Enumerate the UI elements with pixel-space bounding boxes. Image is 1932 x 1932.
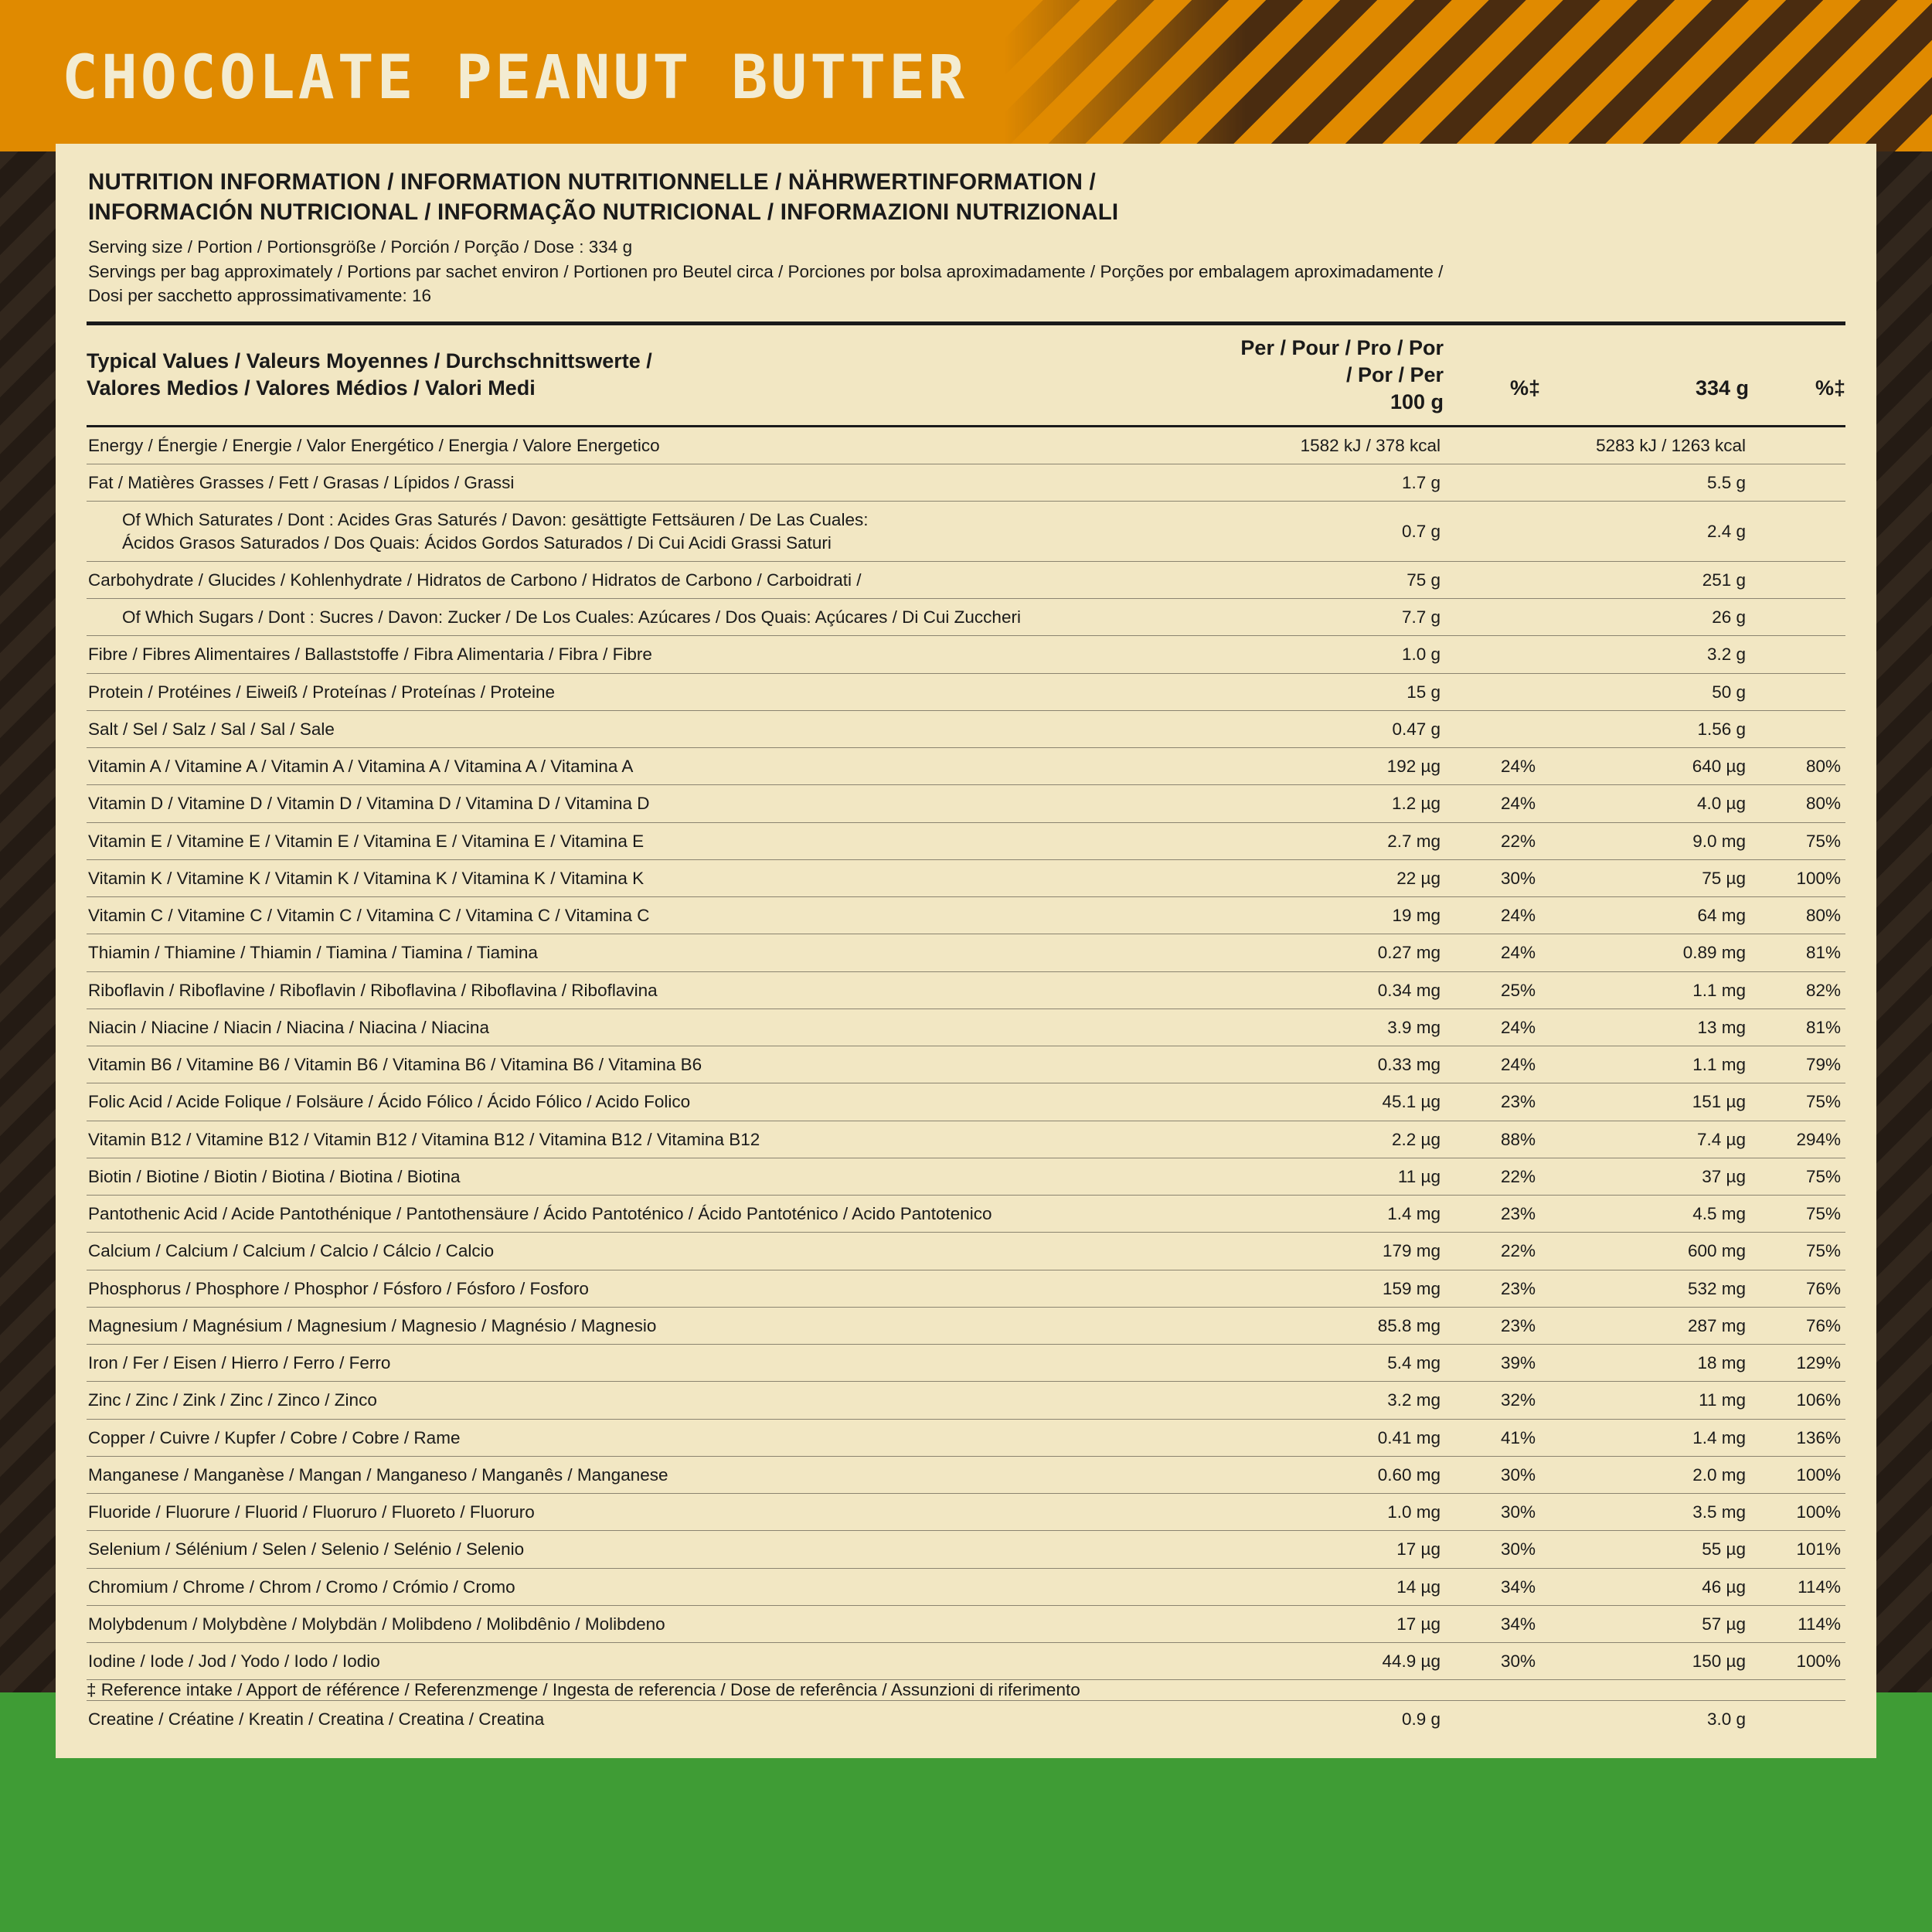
row-label: Iron / Fer / Eisen / Hierro / Ferro / Ferro <box>87 1345 1235 1382</box>
row-percent-100g <box>1444 561 1540 598</box>
row-value-100g: 2.7 mg <box>1235 822 1444 859</box>
row-label: Protein / Protéines / Eiweiß / Proteínas / Proteínas / Proteine <box>87 673 1235 710</box>
row-value-100g: 1.7 g <box>1235 464 1444 502</box>
column-header-percent-100g <box>1444 323 1540 426</box>
row-value-334g: 3.0 g <box>1706 1709 1746 1730</box>
row-label: Zinc / Zinc / Zink / Zinc / Zinco / Zinco <box>87 1382 1235 1419</box>
row-percent-334g: 106% <box>1749 1382 1845 1419</box>
row-percent-334g: 75% <box>1749 1233 1845 1270</box>
row-percent-334g: 80% <box>1749 785 1845 822</box>
row-value-334g: 18 mg <box>1540 1345 1749 1382</box>
row-value-100g: 11 µg <box>1235 1158 1444 1195</box>
table-row <box>87 1158 1845 1195</box>
row-value-100g: 1.0 g <box>1235 636 1444 673</box>
panel-heading-line-1: NUTRITION INFORMATION / INFORMATION NUTRITIONNELLE / NÄHRWERTINFORMATION / <box>88 169 1096 195</box>
row-percent-100g: 24% <box>1444 897 1540 934</box>
row-percent-100g: 24% <box>1444 785 1540 822</box>
table-row <box>87 426 1845 464</box>
row-percent-100g: 34% <box>1444 1605 1540 1642</box>
row-label: Energy / Énergie / Energie / Valor Energético / Energia / Valore Energetico <box>87 426 1235 464</box>
row-percent-100g <box>1444 464 1540 502</box>
row-value-334g: 55 µg <box>1540 1531 1749 1568</box>
row-value-334g: 50 g <box>1540 673 1749 710</box>
per-100g-label: 100 g <box>1389 389 1444 413</box>
row-value-334g: 75 µg <box>1540 859 1749 896</box>
per-label: Per / Pour / Pro / Por / Por / Per <box>1240 335 1444 386</box>
table-row <box>87 1382 1845 1419</box>
row-value-100g: 85.8 mg <box>1235 1307 1444 1344</box>
row-percent-100g <box>1444 673 1540 710</box>
row-value-100g: 1.4 mg <box>1235 1196 1444 1233</box>
row-value-334g: 11 mg <box>1540 1382 1749 1419</box>
table-row <box>87 1456 1845 1493</box>
table-row <box>87 971 1845 1009</box>
row-value-100g: 0.9 g <box>1401 1709 1440 1730</box>
table-row <box>87 464 1845 502</box>
table-row <box>87 710 1845 747</box>
row-percent-334g: 76% <box>1749 1270 1845 1307</box>
row-value-100g: 1582 kJ / 378 kcal <box>1235 426 1444 464</box>
row-percent-334g: 129% <box>1749 1345 1845 1382</box>
row-value-334g: 57 µg <box>1540 1605 1749 1642</box>
row-value-100g: 15 g <box>1235 673 1444 710</box>
row-percent-334g: 75% <box>1749 1158 1845 1195</box>
servings-per-bag-line-1: Servings per bag approximately / Portions par sachet environ / Portionen pro Beutel circa / Porciones por bolsa aproximadamente / Porções por embalagem aproximadamente / <box>88 261 1444 281</box>
row-value-100g: 192 µg <box>1235 748 1444 785</box>
row-value-334g: 26 g <box>1540 599 1749 636</box>
table-row <box>87 1494 1845 1531</box>
table-header-row <box>87 323 1845 426</box>
nutrition-panel <box>56 144 1876 1758</box>
row-percent-334g <box>1749 1701 1845 1738</box>
row-percent-100g: 30% <box>1444 859 1540 896</box>
row-value-334g: 64 mg <box>1540 897 1749 934</box>
row-percent-334g: 101% <box>1749 1531 1845 1568</box>
row-percent-334g <box>1749 599 1845 636</box>
table-row <box>87 748 1845 785</box>
row-percent-100g: 30% <box>1444 1531 1540 1568</box>
row-percent-100g: 25% <box>1444 971 1540 1009</box>
row-percent-334g: 76% <box>1749 1307 1845 1344</box>
row-percent-100g: 23% <box>1444 1307 1540 1344</box>
table-row <box>87 1121 1845 1158</box>
row-value-334g: 640 µg <box>1540 748 1749 785</box>
table-row <box>87 502 1845 562</box>
row-value-334g: 3.5 mg <box>1540 1494 1749 1531</box>
table-row <box>87 1083 1845 1121</box>
row-value-100g: 44.9 µg <box>1235 1643 1444 1680</box>
row-percent-334g: 79% <box>1749 1046 1845 1083</box>
row-percent-100g <box>1444 599 1540 636</box>
row-percent-334g: 100% <box>1749 1643 1845 1680</box>
servings-per-bag-line-2: Dosi per sacchetto approssimativamente: 16 <box>88 285 431 305</box>
row-percent-334g <box>1749 426 1845 464</box>
serving-size-text: Serving size / Portion / Portionsgröße / Porción / Porção / Dose : 334 g <box>88 237 633 257</box>
typical-values-line-2: Valores Medios / Valores Médios / Valori Medi <box>87 376 536 400</box>
row-percent-100g: 30% <box>1444 1643 1540 1680</box>
row-value-100g: 159 mg <box>1235 1270 1444 1307</box>
row-value-334g: 600 mg <box>1540 1233 1749 1270</box>
row-value-334g: 251 g <box>1540 561 1749 598</box>
row-value-100g: 5.4 mg <box>1235 1345 1444 1382</box>
header-diagonal-stripes <box>1005 0 1932 151</box>
row-percent-334g <box>1749 561 1845 598</box>
row-label: Vitamin K / Vitamine K / Vitamin K / Vitamina K / Vitamina K / Vitamina K <box>87 859 1235 896</box>
table-row <box>87 934 1845 971</box>
table-row <box>87 1307 1845 1344</box>
row-label: Of Which Sugars / Dont : Sucres / Davon: Zucker / De Los Cuales: Azúcares / Dos Quais: Açúcares / Di Cui Zuccheri <box>87 599 1235 636</box>
row-percent-334g: 100% <box>1749 1494 1845 1531</box>
row-label: Vitamin B6 / Vitamine B6 / Vitamin B6 / Vitamina B6 / Vitamina B6 / Vitamina B6 <box>87 1046 1235 1083</box>
row-value-334g: 287 mg <box>1540 1307 1749 1344</box>
table-row <box>87 1531 1845 1568</box>
row-percent-334g: 75% <box>1749 1083 1845 1121</box>
row-value-100g: 0.60 mg <box>1235 1456 1444 1493</box>
row-value-334g: 1.4 mg <box>1540 1419 1749 1456</box>
row-value-334g: 4.0 µg <box>1540 785 1749 822</box>
row-value-334g: 1.1 mg <box>1540 1046 1749 1083</box>
row-value-100g: 3.9 mg <box>1235 1009 1444 1046</box>
row-label: Thiamin / Thiamine / Thiamin / Tiamina / Tiamina / Tiamina <box>87 934 1235 971</box>
row-value-100g: 0.33 mg <box>1235 1046 1444 1083</box>
table-row <box>87 1270 1845 1307</box>
row-label: Carbohydrate / Glucides / Kohlenhydrate / Hidratos de Carbono / Hidratos de Carbono / Carboidrati / <box>87 561 1235 598</box>
row-value-100g: 19 mg <box>1235 897 1444 934</box>
row-percent-334g: 75% <box>1749 822 1845 859</box>
table-row <box>87 1419 1845 1456</box>
row-percent-334g: 136% <box>1749 1419 1845 1456</box>
table-row <box>87 1233 1845 1270</box>
row-value-100g: 7.7 g <box>1235 599 1444 636</box>
percent-334g-label: %‡ <box>1815 376 1845 400</box>
table-row <box>87 1605 1845 1642</box>
row-label: Phosphorus / Phosphore / Phosphor / Fósforo / Fósforo / Fosforo <box>87 1270 1235 1307</box>
row-percent-100g: 32% <box>1444 1382 1540 1419</box>
row-percent-100g <box>1444 636 1540 673</box>
row-percent-334g: 114% <box>1749 1568 1845 1605</box>
row-value-100g: 17 µg <box>1235 1531 1444 1568</box>
row-value-100g: 1.2 µg <box>1235 785 1444 822</box>
row-value-334g: 46 µg <box>1540 1568 1749 1605</box>
row-value-334g: 37 µg <box>1540 1158 1749 1195</box>
row-percent-334g <box>1749 464 1845 502</box>
serving-info <box>88 235 1845 307</box>
row-percent-100g: 30% <box>1444 1456 1540 1493</box>
row-value-100g: 2.2 µg <box>1235 1121 1444 1158</box>
row-label: Vitamin C / Vitamine C / Vitamin C / Vitamina C / Vitamina C / Vitamina C <box>87 897 1235 934</box>
table-row <box>87 1568 1845 1605</box>
table-row <box>87 599 1845 636</box>
column-header-percent-334g <box>1749 323 1845 426</box>
row-label: Creatine / Créatine / Kreatin / Creatina / Creatina / Creatina <box>88 1709 545 1730</box>
row-label: Magnesium / Magnésium / Magnesium / Magnesio / Magnésio / Magnesio <box>87 1307 1235 1344</box>
row-percent-100g: 22% <box>1444 822 1540 859</box>
row-value-100g: 17 µg <box>1235 1605 1444 1642</box>
row-percent-100g: 39% <box>1444 1345 1540 1382</box>
reference-intake-footnote-row <box>87 1680 1845 1701</box>
table-footer-body <box>87 1680 1845 1738</box>
row-value-100g: 22 µg <box>1235 859 1444 896</box>
row-value-100g: 0.34 mg <box>1235 971 1444 1009</box>
row-percent-334g: 81% <box>1749 1009 1845 1046</box>
row-label: Of Which Saturates / Dont : Acides Gras Saturés / Davon: gesättigte Fettsäuren / De Las Cuales: Ácidos Grasos Saturados / Dos Quais: Ácidos Gordos Saturados / Di Cui Acidi Grassi Saturi <box>87 502 1235 562</box>
column-header-typical-values <box>87 323 1235 426</box>
row-value-100g: 1.0 mg <box>1235 1494 1444 1531</box>
row-value-334g: 1.1 mg <box>1540 971 1749 1009</box>
panel-heading-line-2: INFORMACIÓN NUTRICIONAL / INFORMAÇÃO NUTRICIONAL / INFORMAZIONI NUTRIZIONALI <box>88 199 1119 226</box>
row-percent-334g: 80% <box>1749 748 1845 785</box>
row-value-100g: 0.7 g <box>1235 502 1444 562</box>
row-label: Chromium / Chrome / Chrom / Cromo / Crómio / Cromo <box>87 1568 1235 1605</box>
row-label: Vitamin D / Vitamine D / Vitamin D / Vitamina D / Vitamina D / Vitamina D <box>87 785 1235 822</box>
row-percent-100g: 23% <box>1444 1196 1540 1233</box>
row-percent-100g: 24% <box>1444 748 1540 785</box>
row-percent-334g: 100% <box>1749 859 1845 896</box>
row-percent-334g <box>1749 710 1845 747</box>
row-value-100g: 0.41 mg <box>1235 1419 1444 1456</box>
row-percent-100g: 22% <box>1444 1158 1540 1195</box>
row-value-100g: 0.47 g <box>1235 710 1444 747</box>
row-label: Copper / Cuivre / Kupfer / Cobre / Cobre / Rame <box>87 1419 1235 1456</box>
nutrition-table <box>87 321 1845 1738</box>
row-value-100g: 75 g <box>1235 561 1444 598</box>
row-label: Fibre / Fibres Alimentaires / Ballaststoffe / Fibra Alimentaria / Fibra / Fibre <box>87 636 1235 673</box>
table-row <box>87 897 1845 934</box>
table-row <box>87 561 1845 598</box>
row-value-334g: 151 µg <box>1540 1083 1749 1121</box>
row-percent-100g <box>1444 502 1540 562</box>
row-label: Fat / Matières Grasses / Fett / Grasas / Lípidos / Grassi <box>87 464 1235 502</box>
table-row <box>87 1009 1845 1046</box>
row-percent-334g: 80% <box>1749 897 1845 934</box>
typical-values-line-1: Typical Values / Valeurs Moyennes / Durchschnittswerte / <box>87 349 652 373</box>
row-label: Vitamin E / Vitamine E / Vitamin E / Vitamina E / Vitamina E / Vitamina E <box>87 822 1235 859</box>
row-value-100g: 14 µg <box>1235 1568 1444 1605</box>
row-percent-334g: 114% <box>1749 1605 1845 1642</box>
reference-intake-footnote: ‡ Reference intake / Apport de référence / Referenzmenge / Ingesta de referencia / Dose de referência / Assunzioni di riferimento <box>87 1680 1845 1701</box>
row-label: Salt / Sel / Salz / Sal / Sal / Sale <box>87 710 1235 747</box>
row-percent-100g: 34% <box>1444 1568 1540 1605</box>
row-label: Pantothenic Acid / Acide Pantothénique / Pantothensäure / Ácido Pantoténico / Ácido Pantoténico / Acido Pantotenico <box>87 1196 1235 1233</box>
row-percent-334g: 82% <box>1749 971 1845 1009</box>
row-value-100g: 45.1 µg <box>1235 1083 1444 1121</box>
row-label: Folic Acid / Acide Folique / Folsäure / Ácido Fólico / Ácido Fólico / Acido Folico <box>87 1083 1235 1121</box>
row-value-334g: 13 mg <box>1540 1009 1749 1046</box>
row-value-334g: 0.89 mg <box>1540 934 1749 971</box>
row-percent-334g <box>1749 502 1845 562</box>
table-row <box>87 859 1845 896</box>
table-row <box>87 1196 1845 1233</box>
row-value-334g: 2.4 g <box>1540 502 1749 562</box>
row-value-334g: 2.0 mg <box>1540 1456 1749 1493</box>
row-value-100g: 0.27 mg <box>1235 934 1444 971</box>
row-value-334g: 5.5 g <box>1540 464 1749 502</box>
row-label: Biotin / Biotine / Biotin / Biotina / Biotina / Biotina <box>87 1158 1235 1195</box>
row-percent-100g: 24% <box>1444 1046 1540 1083</box>
table-body <box>87 426 1845 1680</box>
row-value-334g: 1.56 g <box>1540 710 1749 747</box>
page-title: CHOCOLATE PEANUT BUTTER <box>62 43 968 113</box>
row-percent-100g <box>1444 426 1540 464</box>
row-percent-100g: 23% <box>1444 1270 1540 1307</box>
row-percent-334g: 294% <box>1749 1121 1845 1158</box>
table-row <box>87 1046 1845 1083</box>
row-value-334g: 7.4 µg <box>1540 1121 1749 1158</box>
row-label: Molybdenum / Molybdène / Molybdän / Molibdeno / Molibdênio / Molibdeno <box>87 1605 1235 1642</box>
row-percent-100g: 24% <box>1444 1009 1540 1046</box>
row-percent-334g: 100% <box>1749 1456 1845 1493</box>
panel-heading <box>88 167 1845 227</box>
row-value-334g: 3.2 g <box>1540 636 1749 673</box>
row-percent-100g: 41% <box>1444 1419 1540 1456</box>
row-percent-100g: 23% <box>1444 1083 1540 1121</box>
column-header-per-100g <box>1235 323 1444 426</box>
row-percent-100g: 88% <box>1444 1121 1540 1158</box>
row-percent-334g: 75% <box>1749 1196 1845 1233</box>
table-row <box>87 822 1845 859</box>
table-row <box>87 785 1845 822</box>
row-label: Selenium / Sélénium / Selen / Selenio / Selénio / Selenio <box>87 1531 1235 1568</box>
percent-100g-label: %‡ <box>1509 376 1540 400</box>
row-label: Riboflavin / Riboflavine / Riboflavin / Riboflavina / Riboflavina / Riboflavina <box>87 971 1235 1009</box>
per-334g-label: 334 g <box>1695 376 1749 400</box>
table-row <box>87 1345 1845 1382</box>
table-row-creatine <box>87 1701 1845 1738</box>
row-percent-100g: 22% <box>1444 1233 1540 1270</box>
row-value-334g: 5283 kJ / 1263 kcal <box>1540 426 1749 464</box>
row-label: Calcium / Calcium / Calcium / Calcio / Cálcio / Calcio <box>87 1233 1235 1270</box>
row-label: Fluoride / Fluorure / Fluorid / Fluoruro / Fluoreto / Fluoruro <box>87 1494 1235 1531</box>
row-percent-334g <box>1749 636 1845 673</box>
table-row <box>87 673 1845 710</box>
row-value-334g: 150 µg <box>1540 1643 1749 1680</box>
row-value-334g: 4.5 mg <box>1540 1196 1749 1233</box>
row-label: Vitamin B12 / Vitamine B12 / Vitamin B12 / Vitamina B12 / Vitamina B12 / Vitamina B12 <box>87 1121 1235 1158</box>
row-percent-100g <box>1444 710 1540 747</box>
row-percent-334g: 81% <box>1749 934 1845 971</box>
row-label: Niacin / Niacine / Niacin / Niacina / Niacina / Niacina <box>87 1009 1235 1046</box>
row-percent-100g: 24% <box>1444 934 1540 971</box>
row-percent-100g: 30% <box>1444 1494 1540 1531</box>
table-row <box>87 636 1845 673</box>
row-value-100g: 3.2 mg <box>1235 1382 1444 1419</box>
row-percent-100g <box>1444 1701 1540 1738</box>
row-value-100g: 179 mg <box>1235 1233 1444 1270</box>
column-header-per-334g <box>1540 323 1749 426</box>
row-value-334g: 532 mg <box>1540 1270 1749 1307</box>
row-label: Vitamin A / Vitamine A / Vitamin A / Vitamina A / Vitamina A / Vitamina A <box>87 748 1235 785</box>
table-row <box>87 1643 1845 1680</box>
row-label: Iodine / Iode / Jod / Yodo / Iodo / Iodio <box>87 1643 1235 1680</box>
row-label: Manganese / Manganèse / Mangan / Manganeso / Manganês / Manganese <box>87 1456 1235 1493</box>
row-percent-334g <box>1749 673 1845 710</box>
row-value-334g: 9.0 mg <box>1540 822 1749 859</box>
